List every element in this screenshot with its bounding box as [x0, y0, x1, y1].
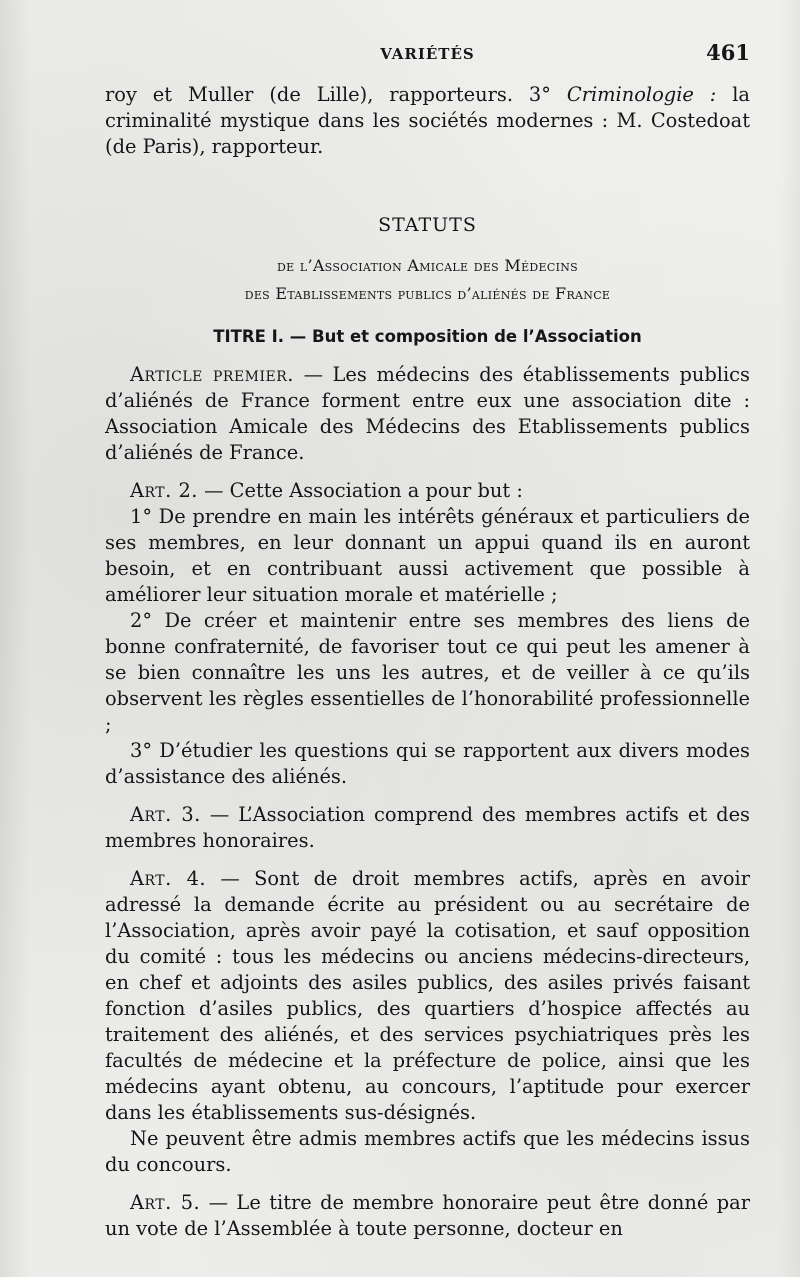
article-3 — [105, 802, 750, 854]
statuts-title: STATUTS — [378, 214, 477, 236]
article-2-label: Art. 2. — [130, 479, 198, 502]
article-4-label: Art. 4. — [130, 867, 207, 890]
article-2 — [105, 478, 750, 504]
article-2-text: — Cette Association a pour but : — [197, 479, 523, 502]
article-2-item-3: 3° D’étudier les questions qui se rapportent aux divers modes d’assistance des aliénés. — [105, 739, 750, 788]
intro-text-after: la criminalité mystique dans les sociétés modernes : M. Costedoat (de Paris), rapporteur. — [105, 83, 750, 158]
page-number: 461 — [706, 40, 750, 65]
statuts-subtitle-line2: des Etablissements publics d’aliénés de France — [244, 284, 611, 303]
article-1-label: Article premier. — [130, 363, 294, 386]
intro-paragraph — [105, 82, 750, 160]
article-5-label: Art. 5. — [130, 1191, 201, 1214]
article-1 — [105, 362, 750, 466]
intro-italic: Criminologie : — [566, 83, 717, 106]
article-3-label: Art. 3. — [130, 803, 201, 826]
article-1-text: — Les médecins des établissements publics d’aliénés de France forment entre eux une association dite : Association Amicale des Médecins des Etablissements publics d’aliénés de France. — [105, 363, 750, 464]
article-2-item-1: 1° De prendre en main les intérêts généraux et particuliers de ses membres, en leur donnant un appui quand ils en auront besoin, et en contribuant aussi activement que possible à améliorer leur situation morale et matérielle ; — [105, 505, 750, 606]
article-5 — [105, 1190, 750, 1242]
article-2-item-2: 2° De créer et maintenir entre ses membres des liens de bonne confraternité, de favoriser tout ce qui peut les amener à se bien connaître les uns les autres, et de veiller à ce qu’ils observent les règles essentielles de l’honorabilité professionnelle ; — [105, 609, 750, 736]
intro-text-before: roy et Muller (de Lille), rapporteurs. 3° — [105, 83, 567, 106]
article-4-para-2: Ne peuvent être admis membres actifs que les médecins issus du concours. — [105, 1127, 750, 1176]
running-head — [105, 40, 750, 70]
body-text — [105, 82, 750, 1242]
article-4 — [105, 866, 750, 1126]
article-5-text: — Le titre de membre honoraire peut être donné par un vote de l’Assemblée à toute personne, docteur en — [105, 1191, 750, 1240]
statuts-subtitle-line1: de l’Association Amicale des Médecins — [277, 256, 578, 275]
titre-heading: TITRE I. — But et composition de l’Association — [213, 327, 642, 346]
article-4-text: — Sont de droit membres actifs, après en avoir adressé la demande écrite au président ou au secrétaire de l’Association, après avoir payé la cotisation, et sauf opposition du comité : tous les médecins ou anciens médecins-directeurs, en chef et adjoints des asiles publics, des asiles privés faisant fonction d’asiles publics, des quartiers d’hospice affectés au traitement des aliénés, et des services psychiatriques près les facultés de médecine et la préfecture de police, ainsi que les médecins ayant obtenu, au concours, l’aptitude pour exercer dans les établissements sus-désignés. — [105, 867, 751, 1124]
running-title: VARIÉTÉS — [380, 45, 475, 63]
article-3-text: — L’Association comprend des membres actifs et des membres honoraires. — [105, 803, 750, 852]
